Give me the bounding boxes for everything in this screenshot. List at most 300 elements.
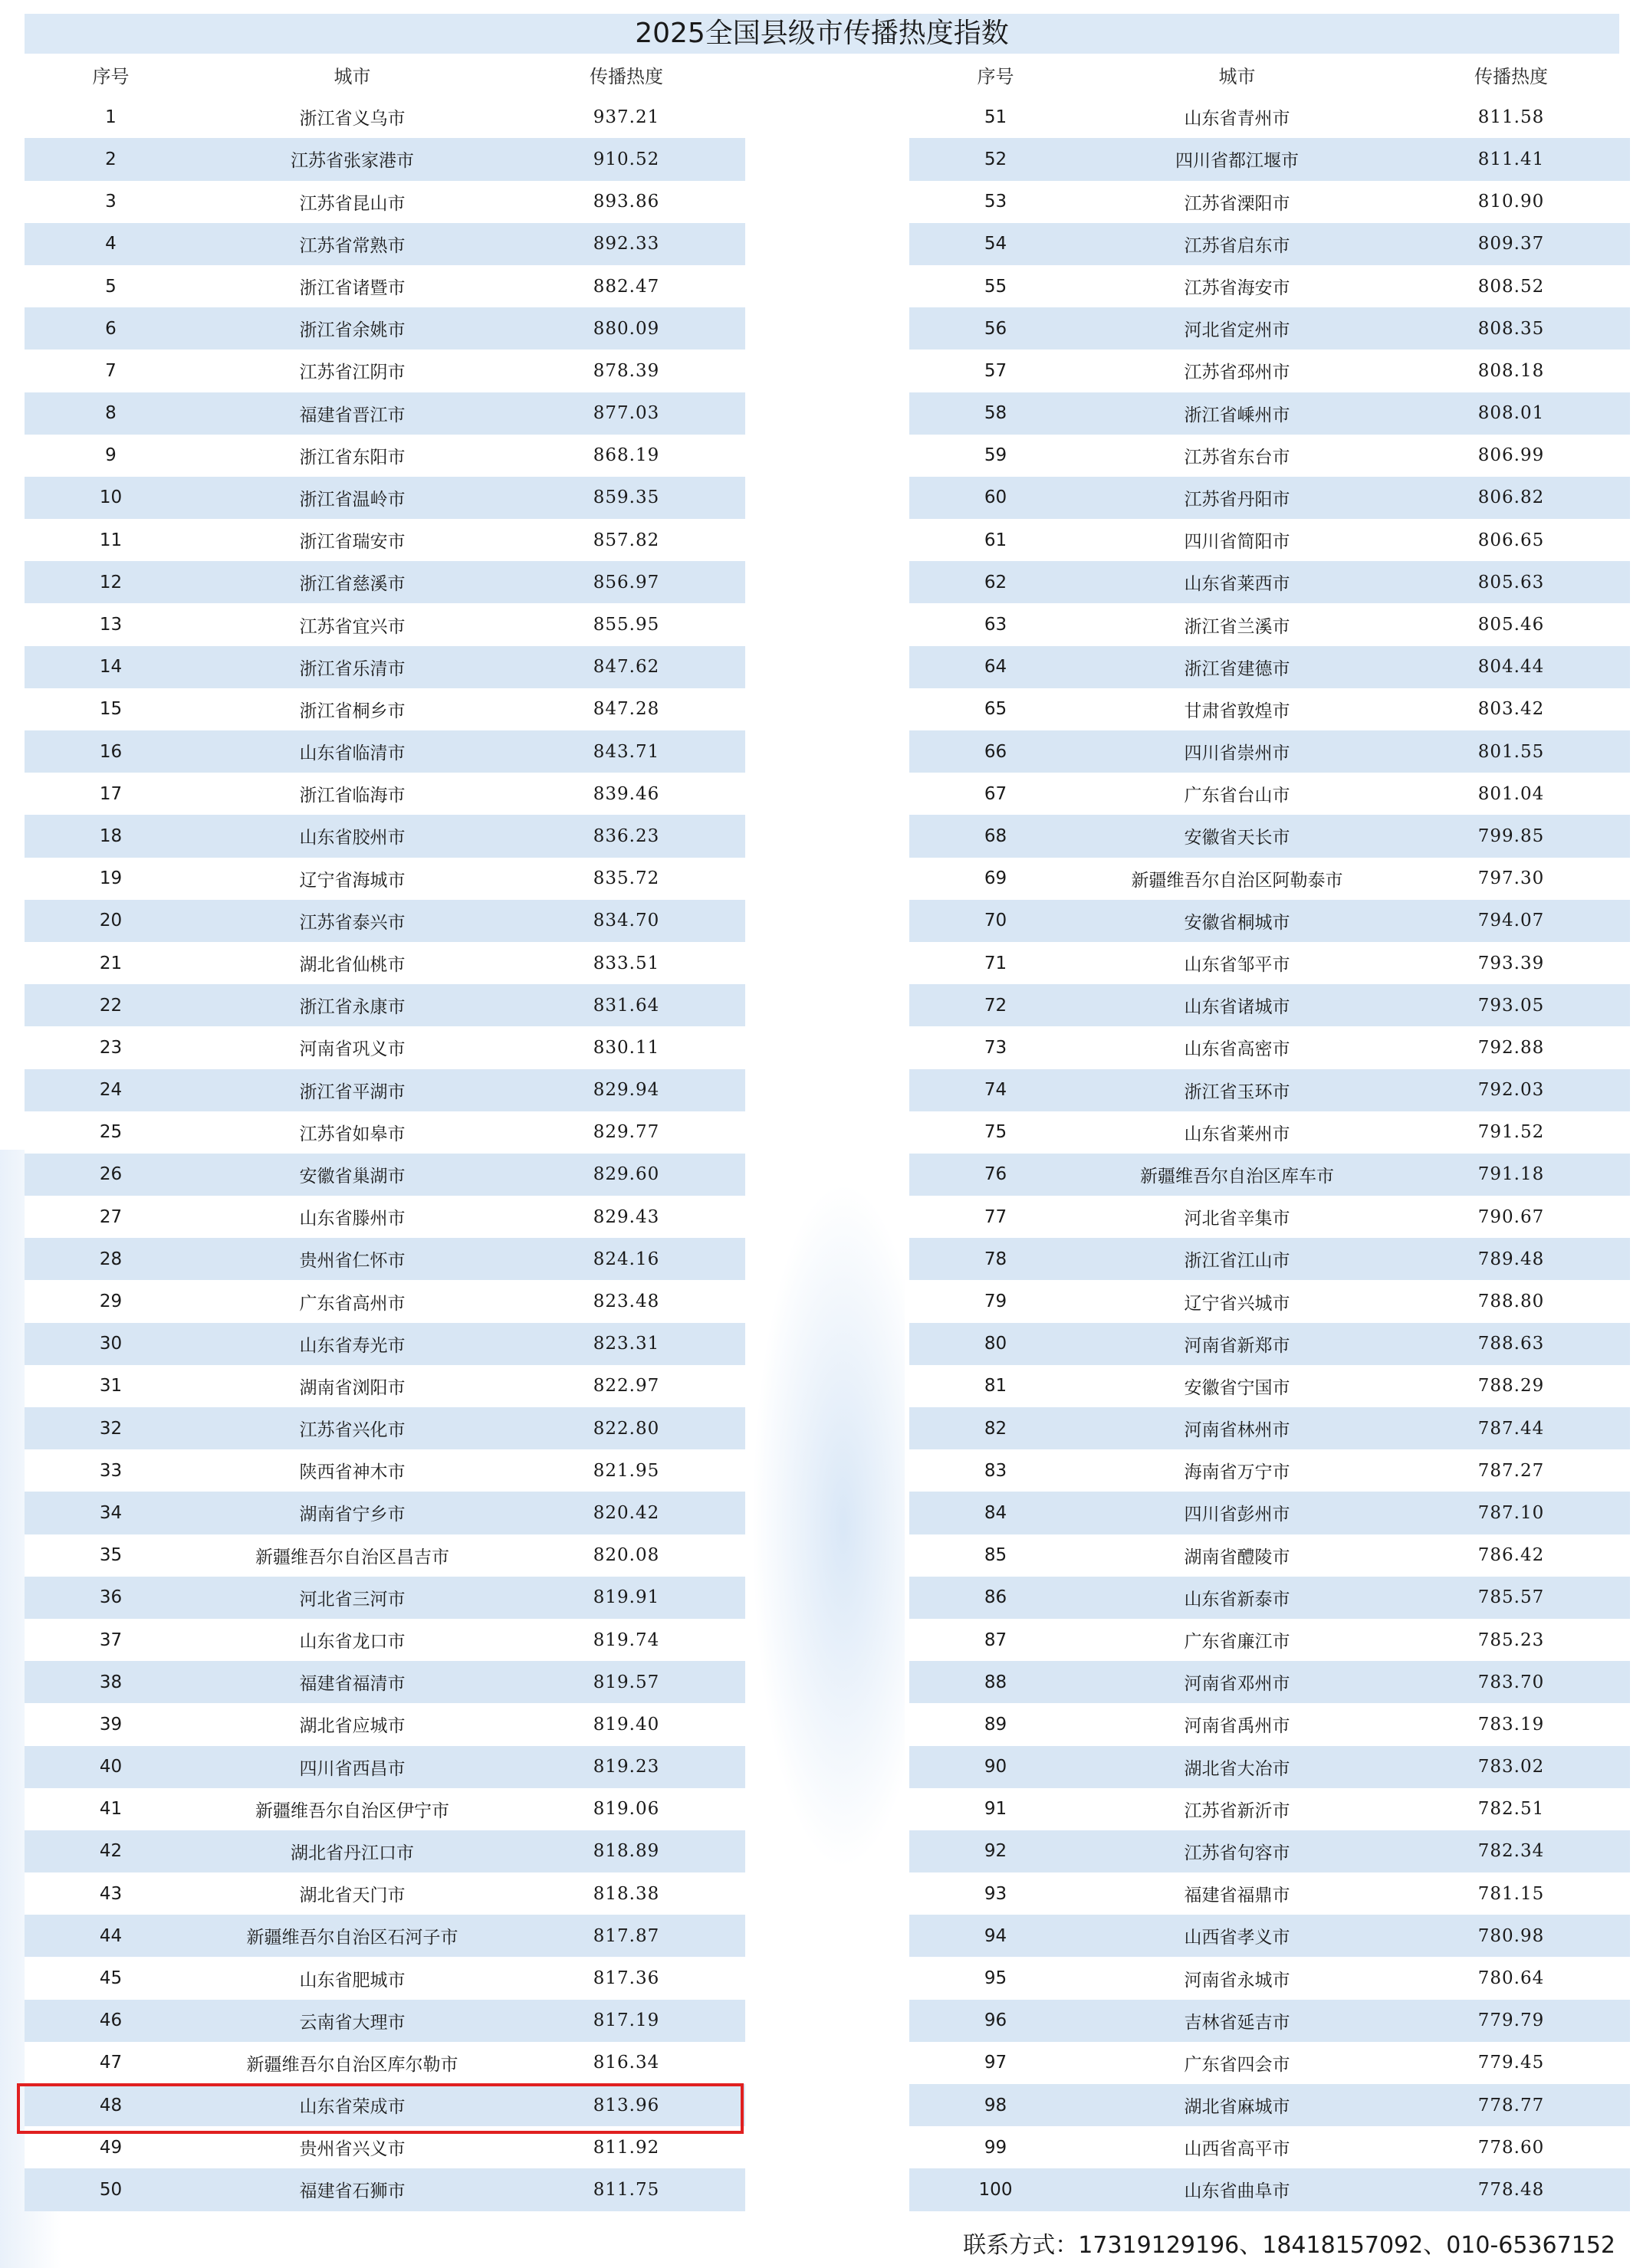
cell-heat: 822.97 <box>593 1376 660 1397</box>
table-row <box>25 1577 745 1619</box>
table-row <box>25 1703 745 1745</box>
cell-heat: 805.63 <box>1477 572 1545 592</box>
cell-rank: 49 <box>99 2137 123 2158</box>
cell-heat: 823.48 <box>593 1292 660 1312</box>
table-row <box>25 1915 745 1957</box>
table-row <box>25 1111 745 1154</box>
cell-rank: 28 <box>99 1249 123 1269</box>
cell-rank: 100 <box>978 2179 1013 2200</box>
cell-city: 山东省肥城市 <box>299 1970 406 1991</box>
table-row <box>909 181 1630 223</box>
header-city: 城市 <box>1218 66 1256 88</box>
cell-rank: 35 <box>99 1545 123 1566</box>
table-row <box>25 223 745 265</box>
header-rank: 序号 <box>977 66 1014 88</box>
cell-heat: 877.03 <box>593 403 660 424</box>
cell-city: 河南省邓州市 <box>1184 1674 1290 1695</box>
cell-city: 山东省新泰市 <box>1184 1589 1290 1610</box>
cell-rank: 88 <box>984 1672 1007 1692</box>
cell-city: 浙江省建德市 <box>1184 658 1290 679</box>
cell-rank: 21 <box>99 953 123 973</box>
table-row <box>25 435 745 477</box>
cell-heat: 857.82 <box>593 530 660 550</box>
header-heat: 传播热度 <box>590 66 663 88</box>
cell-rank: 66 <box>984 741 1007 762</box>
cell-heat: 797.30 <box>1477 868 1545 889</box>
cell-heat: 847.62 <box>593 657 660 678</box>
table-row <box>25 350 745 392</box>
cell-city: 江苏省常熟市 <box>299 235 406 256</box>
cell-city: 浙江省余姚市 <box>299 320 406 341</box>
cell-rank: 34 <box>99 1502 123 1523</box>
cell-heat: 817.36 <box>593 1968 660 1989</box>
cell-heat: 892.33 <box>593 234 660 254</box>
table-row <box>25 1872 745 1915</box>
cell-rank: 60 <box>984 487 1007 508</box>
cell-heat: 792.03 <box>1477 1080 1545 1101</box>
cell-city: 新疆维吾尔自治区昌吉市 <box>255 1547 449 1567</box>
cell-rank: 14 <box>99 657 123 678</box>
cell-rank: 81 <box>984 1376 1007 1397</box>
cell-city: 湖北省天门市 <box>299 1886 406 1906</box>
cell-city: 山东省诸城市 <box>1184 997 1290 1018</box>
cell-heat: 843.71 <box>593 741 660 762</box>
cell-city: 江苏省海安市 <box>1184 278 1290 299</box>
cell-city: 福建省福清市 <box>299 1674 406 1695</box>
table-row <box>25 1280 745 1322</box>
cell-rank: 48 <box>99 2095 123 2115</box>
cell-rank: 26 <box>99 1164 123 1185</box>
cell-city: 江苏省溧阳市 <box>1184 193 1290 214</box>
table-row <box>909 477 1630 519</box>
cell-heat: 823.31 <box>593 1334 660 1354</box>
cell-heat: 803.42 <box>1477 699 1545 720</box>
cell-rank: 42 <box>99 1841 123 1862</box>
cell-city: 山东省莱西市 <box>1184 574 1290 595</box>
table-row <box>909 984 1630 1026</box>
cell-heat: 808.35 <box>1477 318 1545 339</box>
cell-heat: 805.46 <box>1477 615 1545 635</box>
table-row <box>909 1703 1630 1745</box>
cell-city: 山东省高密市 <box>1184 1039 1290 1060</box>
cell-rank: 25 <box>99 1122 123 1143</box>
cell-rank: 71 <box>984 953 1007 973</box>
cell-rank: 72 <box>984 995 1007 1016</box>
cell-city: 广东省廉江市 <box>1184 1632 1290 1653</box>
table-row <box>25 1323 745 1365</box>
cell-city: 四川省简阳市 <box>1184 532 1290 553</box>
cell-city: 江苏省昆山市 <box>299 193 406 214</box>
cell-rank: 46 <box>99 2010 123 2031</box>
cell-heat: 839.46 <box>593 783 660 804</box>
cell-city: 安徽省宁国市 <box>1184 1377 1290 1398</box>
cell-heat: 785.23 <box>1477 1630 1545 1650</box>
cell-city: 贵州省兴义市 <box>299 2139 406 2160</box>
cell-heat: 783.70 <box>1477 1672 1545 1692</box>
cell-heat: 791.18 <box>1477 1164 1545 1185</box>
cell-city: 甘肃省敦煌市 <box>1184 701 1290 721</box>
cell-heat: 782.51 <box>1477 1799 1545 1820</box>
cell-rank: 32 <box>99 1418 123 1439</box>
table-row <box>909 1957 1630 1999</box>
cell-city: 江苏省启东市 <box>1184 235 1290 256</box>
cell-rank: 1 <box>105 107 117 127</box>
cell-city: 海南省万宁市 <box>1184 1462 1290 1483</box>
cell-city: 湖北省仙桃市 <box>299 955 406 976</box>
cell-heat: 811.58 <box>1477 107 1545 127</box>
cell-city: 福建省石狮市 <box>299 2181 406 2202</box>
table-row <box>25 1534 745 1577</box>
cell-rank: 80 <box>984 1334 1007 1354</box>
table-row <box>25 688 745 730</box>
cell-heat: 847.28 <box>593 699 660 720</box>
cell-city: 河南省永城市 <box>1184 1970 1290 1991</box>
table-row <box>909 96 1630 138</box>
cell-heat: 808.18 <box>1477 360 1545 381</box>
cell-heat: 880.09 <box>593 318 660 339</box>
cell-heat: 789.48 <box>1477 1249 1545 1269</box>
cell-rank: 96 <box>984 2010 1007 2031</box>
table-row <box>909 1365 1630 1407</box>
cell-heat: 811.75 <box>593 2179 660 2200</box>
cell-city: 江苏省邳州市 <box>1184 363 1290 383</box>
table-row <box>909 1915 1630 1957</box>
cell-rank: 30 <box>99 1334 123 1354</box>
table-row <box>909 900 1630 942</box>
table-row <box>909 307 1630 350</box>
cell-heat: 780.64 <box>1477 1968 1545 1989</box>
cell-city: 浙江省江山市 <box>1184 1251 1290 1272</box>
table-row <box>25 138 745 180</box>
cell-rank: 23 <box>99 1037 123 1058</box>
cell-city: 河南省林州市 <box>1184 1420 1290 1441</box>
table-row <box>25 1365 745 1407</box>
cell-city: 吉林省延吉市 <box>1184 2012 1290 2033</box>
cell-rank: 6 <box>105 318 117 339</box>
cell-city: 四川省彭州市 <box>1184 1505 1290 1525</box>
cell-heat: 801.55 <box>1477 741 1545 762</box>
cell-city: 山西省孝义市 <box>1184 1928 1290 1948</box>
cell-heat: 868.19 <box>593 445 660 466</box>
table-row <box>25 1830 745 1872</box>
cell-city: 浙江省桐乡市 <box>299 701 406 721</box>
cell-rank: 65 <box>984 699 1007 720</box>
cell-rank: 57 <box>984 360 1007 381</box>
cell-rank: 52 <box>984 149 1007 169</box>
cell-city: 江苏省泰兴市 <box>299 912 406 933</box>
cell-city: 河南省巩义市 <box>299 1039 406 1060</box>
table-row <box>25 858 745 900</box>
table-row <box>25 1238 745 1280</box>
table-row <box>909 392 1630 435</box>
cell-city: 山东省滕州市 <box>299 1209 406 1229</box>
cell-rank: 53 <box>984 192 1007 212</box>
cell-rank: 77 <box>984 1206 1007 1227</box>
cell-heat: 793.39 <box>1477 953 1545 973</box>
table-row <box>25 900 745 942</box>
table-row <box>25 730 745 773</box>
cell-city: 浙江省诸暨市 <box>299 278 406 299</box>
table-row <box>25 519 745 561</box>
cell-rank: 39 <box>99 1714 123 1735</box>
cell-city: 浙江省嵊州市 <box>1184 405 1290 425</box>
cell-heat: 787.27 <box>1477 1460 1545 1481</box>
cell-heat: 813.96 <box>593 2095 660 2115</box>
cell-rank: 97 <box>984 2053 1007 2073</box>
table-row <box>25 1957 745 1999</box>
cell-heat: 829.60 <box>593 1164 660 1185</box>
cell-city: 浙江省临海市 <box>299 786 406 806</box>
cell-city: 山东省邹平市 <box>1184 955 1290 976</box>
cell-city: 湖南省醴陵市 <box>1184 1547 1290 1567</box>
cell-city: 江苏省丹阳市 <box>1184 489 1290 510</box>
cell-city: 浙江省乐清市 <box>299 658 406 679</box>
cell-heat: 792.88 <box>1477 1037 1545 1058</box>
table-row <box>909 519 1630 561</box>
cell-heat: 855.95 <box>593 615 660 635</box>
cell-city: 四川省西昌市 <box>299 1758 406 1779</box>
cell-city: 山东省青州市 <box>1184 109 1290 130</box>
cell-rank: 44 <box>99 1925 123 1946</box>
cell-city: 安徽省天长市 <box>1184 828 1290 848</box>
cell-rank: 15 <box>99 699 123 720</box>
cell-heat: 778.77 <box>1477 2095 1545 2115</box>
cell-city: 江苏省新沂市 <box>1184 1800 1290 1821</box>
cell-city: 浙江省慈溪市 <box>299 574 406 595</box>
cell-rank: 47 <box>99 2053 123 2073</box>
cell-city: 山东省曲阜市 <box>1184 2181 1290 2202</box>
table-row <box>909 730 1630 773</box>
cell-rank: 87 <box>984 1630 1007 1650</box>
cell-rank: 3 <box>105 192 117 212</box>
cell-rank: 58 <box>984 403 1007 424</box>
cell-heat: 787.44 <box>1477 1418 1545 1439</box>
table-row <box>909 1196 1630 1238</box>
cell-rank: 22 <box>99 995 123 1016</box>
cell-heat: 804.44 <box>1477 657 1545 678</box>
cell-city: 江苏省宜兴市 <box>299 616 406 637</box>
highlight-box-rank-48 <box>17 2083 744 2134</box>
cell-city: 湖南省宁乡市 <box>299 1505 406 1525</box>
table-row <box>25 265 745 307</box>
cell-heat: 859.35 <box>593 487 660 508</box>
cell-city: 江苏省张家港市 <box>291 151 414 172</box>
cell-rank: 73 <box>984 1037 1007 1058</box>
table-row <box>909 1069 1630 1111</box>
cell-heat: 782.34 <box>1477 1841 1545 1862</box>
cell-rank: 92 <box>984 1841 1007 1862</box>
cell-heat: 778.48 <box>1477 2179 1545 2200</box>
table-row <box>909 1449 1630 1492</box>
cell-rank: 5 <box>105 276 117 297</box>
cell-city: 浙江省义乌市 <box>299 109 406 130</box>
cell-rank: 99 <box>984 2137 1007 2158</box>
cell-heat: 817.19 <box>593 2010 660 2031</box>
cell-heat: 856.97 <box>593 572 660 592</box>
table-row <box>909 1323 1630 1365</box>
cell-city: 湖北省麻城市 <box>1184 2097 1290 2118</box>
cell-rank: 76 <box>984 1164 1007 1185</box>
cell-heat: 793.05 <box>1477 995 1545 1016</box>
cell-city: 浙江省温岭市 <box>299 489 406 510</box>
cell-city: 浙江省兰溪市 <box>1184 616 1290 637</box>
table-row <box>909 1661 1630 1703</box>
cell-rank: 70 <box>984 911 1007 931</box>
table-row <box>909 1746 1630 1788</box>
cell-rank: 8 <box>105 403 117 424</box>
cell-city: 浙江省玉环市 <box>1184 1081 1290 1102</box>
cell-rank: 37 <box>99 1630 123 1650</box>
cell-heat: 806.65 <box>1477 530 1545 550</box>
table-row <box>909 1492 1630 1534</box>
cell-city: 浙江省东阳市 <box>299 447 406 468</box>
table-row <box>25 603 745 645</box>
table-row <box>909 435 1630 477</box>
cell-rank: 78 <box>984 1249 1007 1269</box>
cell-city: 湖南省浏阳市 <box>299 1377 406 1398</box>
cell-rank: 40 <box>99 1757 123 1777</box>
ranking-table-right <box>909 54 1630 2211</box>
table-row <box>909 2000 1630 2042</box>
cell-city: 江苏省如皋市 <box>299 1124 406 1144</box>
cell-rank: 24 <box>99 1080 123 1101</box>
cell-heat: 836.23 <box>593 825 660 846</box>
cell-heat: 821.95 <box>593 1460 660 1481</box>
cell-heat: 830.11 <box>593 1037 660 1058</box>
cell-rank: 50 <box>99 2179 123 2200</box>
table-row <box>909 1830 1630 1872</box>
cell-rank: 33 <box>99 1460 123 1481</box>
cell-heat: 779.45 <box>1477 2053 1545 2073</box>
table-row <box>25 1788 745 1830</box>
cell-city: 浙江省瑞安市 <box>299 532 406 553</box>
cell-heat: 794.07 <box>1477 911 1545 931</box>
contact-footer: 联系方式：17319129196、18418157092、010-65367152 <box>963 2232 1615 2259</box>
cell-heat: 791.52 <box>1477 1122 1545 1143</box>
cell-rank: 61 <box>984 530 1007 550</box>
header-rank: 序号 <box>92 66 130 88</box>
table-row <box>909 1238 1630 1280</box>
table-row <box>25 984 745 1026</box>
cell-city: 四川省崇州市 <box>1184 743 1290 764</box>
table-row <box>25 96 745 138</box>
cell-rank: 43 <box>99 1883 123 1904</box>
cell-rank: 9 <box>105 445 117 466</box>
table-row <box>25 1196 745 1238</box>
table-row <box>25 2168 745 2211</box>
cell-heat: 785.57 <box>1477 1587 1545 1608</box>
table-row <box>25 1492 745 1534</box>
header-heat: 传播热度 <box>1474 66 1548 88</box>
table-row <box>25 1069 745 1111</box>
cell-heat: 937.21 <box>593 107 660 127</box>
cell-heat: 787.10 <box>1477 1502 1545 1523</box>
cell-rank: 64 <box>984 657 1007 678</box>
cell-city: 浙江省平湖市 <box>299 1081 406 1102</box>
cell-rank: 94 <box>984 1925 1007 1946</box>
cell-heat: 811.41 <box>1477 149 1545 169</box>
cell-city: 新疆维吾尔自治区阿勒泰市 <box>1131 870 1343 891</box>
cell-city: 陕西省神木市 <box>299 1462 406 1483</box>
cell-heat: 783.02 <box>1477 1757 1545 1777</box>
cell-city: 江苏省兴化市 <box>299 1420 406 1441</box>
cell-rank: 59 <box>984 445 1007 466</box>
table-row <box>909 1026 1630 1068</box>
cell-city: 新疆维吾尔自治区库车市 <box>1140 1166 1334 1187</box>
cell-city: 贵州省仁怀市 <box>299 1251 406 1272</box>
cell-city: 福建省福鼎市 <box>1184 1886 1290 1906</box>
cell-rank: 74 <box>984 1080 1007 1101</box>
cell-rank: 93 <box>984 1883 1007 1904</box>
cell-heat: 882.47 <box>593 276 660 297</box>
cell-heat: 809.37 <box>1477 234 1545 254</box>
cell-city: 河北省定州市 <box>1184 320 1290 341</box>
table-row <box>25 477 745 519</box>
table-row <box>25 646 745 688</box>
table-row <box>25 773 745 815</box>
cell-city: 辽宁省海城市 <box>299 870 406 891</box>
cell-rank: 27 <box>99 1206 123 1227</box>
cell-city: 山西省高平市 <box>1184 2139 1290 2160</box>
table-row <box>909 646 1630 688</box>
table-row <box>909 265 1630 307</box>
cell-rank: 19 <box>99 868 123 889</box>
table-row <box>909 223 1630 265</box>
table-row <box>909 1788 1630 1830</box>
table-row <box>909 1280 1630 1322</box>
table-row <box>909 561 1630 603</box>
cell-city: 广东省台山市 <box>1184 786 1290 806</box>
table-row <box>25 1619 745 1661</box>
cell-rank: 20 <box>99 911 123 931</box>
cell-rank: 55 <box>984 276 1007 297</box>
cell-rank: 31 <box>99 1376 123 1397</box>
cell-city: 山东省寿光市 <box>299 1335 406 1356</box>
cell-city: 江苏省句容市 <box>1184 1843 1290 1863</box>
cell-heat: 788.29 <box>1477 1376 1545 1397</box>
cell-rank: 45 <box>99 1968 123 1989</box>
table-row <box>909 2126 1630 2168</box>
table-row <box>25 1449 745 1492</box>
cell-rank: 98 <box>984 2095 1007 2115</box>
cell-city: 河南省新郑市 <box>1184 1335 1290 1356</box>
cell-heat: 818.89 <box>593 1841 660 1862</box>
cell-rank: 67 <box>984 783 1007 804</box>
cell-city: 安徽省巢湖市 <box>299 1166 406 1187</box>
cell-city: 江苏省江阴市 <box>299 363 406 383</box>
table-row <box>25 307 745 350</box>
cell-rank: 84 <box>984 1502 1007 1523</box>
cell-heat: 819.74 <box>593 1630 660 1650</box>
cell-heat: 806.99 <box>1477 445 1545 466</box>
page-title: 2025全国县级市传播热度指数 <box>25 14 1619 54</box>
cell-heat: 816.34 <box>593 2053 660 2073</box>
cell-heat: 811.92 <box>593 2137 660 2158</box>
table-row <box>909 1111 1630 1154</box>
table-row <box>909 2042 1630 2084</box>
cell-city: 河北省辛集市 <box>1184 1209 1290 1229</box>
cell-rank: 18 <box>99 825 123 846</box>
table-row <box>909 858 1630 900</box>
table-row <box>909 688 1630 730</box>
cell-rank: 75 <box>984 1122 1007 1143</box>
cell-city: 新疆维吾尔自治区石河子市 <box>246 1928 458 1948</box>
cell-city: 山东省龙口市 <box>299 1632 406 1653</box>
table-row <box>25 2042 745 2084</box>
cell-rank: 51 <box>984 107 1007 127</box>
cell-rank: 10 <box>99 487 123 508</box>
table-row <box>25 181 745 223</box>
